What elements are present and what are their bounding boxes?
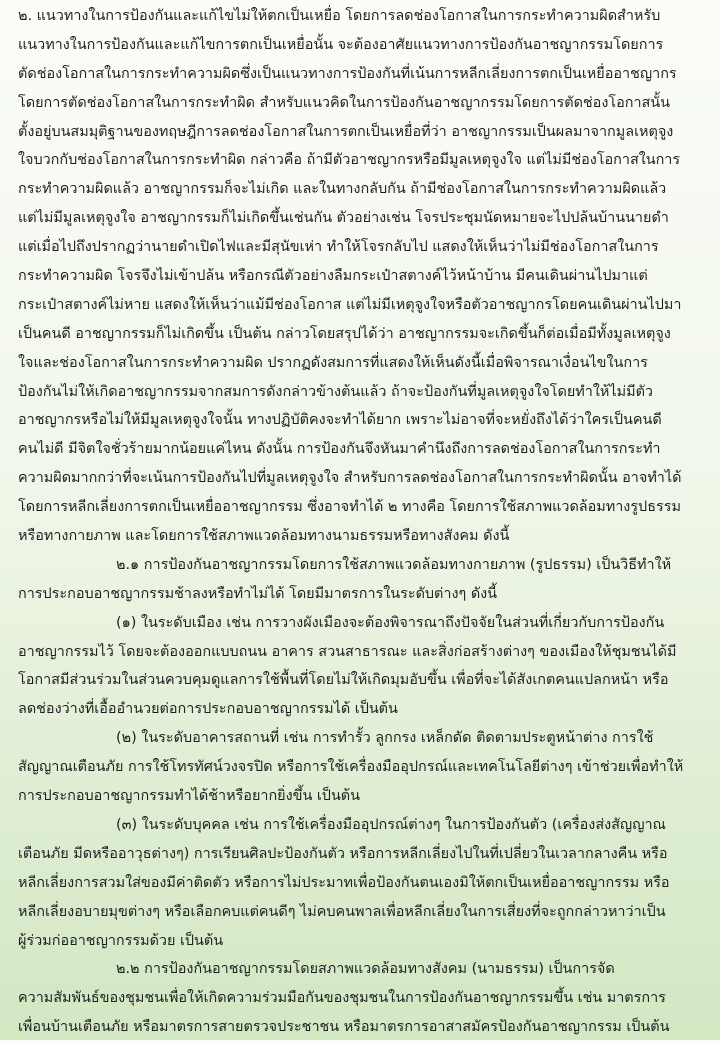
text-line: หลีกเลี่ยงการสวมใส่ของมีค่าติดตัว หรือการไม่ประมาทเพื่อป้องกันตนเองมิให้ตกเป็นเหยื่ออาชญากรรม หรือ <box>18 874 670 891</box>
text-line: ใจและช่องโอกาสในการกระทำความผิด ปรากฏดังสมการที่แสดงให้เห็นดังนี้เมื่อพิจารณาเงื่อนไขในการ <box>18 354 648 371</box>
text-line: สัญญาณเตือนภัย การใช้โทรทัศน์วงจรปิด หรือการใช้เครื่องมืออุปกรณ์และเทคโนโลยีต่างๆ เข้าช่วยเพื่อทำให้ <box>18 759 684 776</box>
text-line: เป็นคนดี อาชญากรรมก็ไม่เกิดขึ้น เป็นต้น กล่าวโดยสรุปได้ว่า อาชญากรรมจะเกิดขึ้นก็ต่อเมื่อมีทั้งมูลเหตุจูง <box>18 325 671 342</box>
text-line: อาชญากรหรือไม่ให้มีมูลเหตุจูงใจนั้น ทางปฏิบัติคงจะทำได้ยาก เพราะไม่อาจที่จะหยั่งถึงได้ว่าใครเป็นคนดี <box>18 412 662 429</box>
text-line: เตือนภัย มีดหรืออาวุธต่างๆ) การเรียนศิลปะป้องกันตัว หรือการหลีกเลี่ยงไปในที่เปลี่ยวในเวลากลางคืน หรือ <box>18 845 668 862</box>
text-line: โดยการหลีกเลี่ยงการตกเป็นเหยื่ออาชญากรรม ซึ่งอาจทำได้ ๒ ทางคือ โดยการใช้สภาพแวดล้อมทางรูปธรรม <box>18 499 681 516</box>
text-line: กระเป๋าสตางค์ไม่หาย แสดงให้เห็นว่าแม้มีช่องโอกาส แต่ไม่มีเหตุจูงใจหรือตัวอาชญากรโดยคนเดินผ่านไปมา <box>18 296 682 313</box>
text-line: ผู้ร่วมก่ออาชญากรรมด้วย เป็นต้น <box>18 932 224 949</box>
text-line: หรือทางกายภาพ และโดยการใช้สภาพแวดล้อมทางนามธรรมหรือทางสังคม ดังนี้ <box>18 528 510 545</box>
text-line: ลดช่องว่างที่เอื้ออำนวยต่อการประกอบอาชญากรรมได้ เป็นต้น <box>18 701 398 718</box>
text-line: ความสัมพันธ์ของชุมชนเพื่อให้เกิดความร่วมมือกันของชุมชนในการป้องกันอาชญากรรมขึ้น เช่น มาตรการ <box>18 990 666 1007</box>
text-line: แต่ไม่มีมูลเหตุจูงใจ อาชญากรรมก็ไม่เกิดขึ้นเช่นกัน ตัวอย่างเช่น โจรประชุมนัดหมายจะไปปล้นบ้านนายดำ <box>18 210 669 227</box>
text-line: ตั้งอยู่บนสมมุติฐานของทฤษฎีการลดช่องโอกาสในการตกเป็นเหยื่อที่ว่า อาชญากรรมเป็นผลมาจากมูลเหตุจูง <box>18 123 674 140</box>
text-line: การประกอบอาชญากรรมทำได้ช้าหรือยากยิ่งขึ้น เป็นต้น <box>18 788 360 805</box>
text-line: โอกาสมีส่วนร่วมในส่วนควบคุมดูแลการใช้พื้นที่โดยไม่ให้เกิดมุมอับขึ้น เพื่อที่จะได้สังเกตคนแปลกหน้า หรือ <box>18 672 669 689</box>
paragraph-first-line: (๑) ในระดับเมือง เช่น การวางผังเมืองจะต้องพิจารณาถึงปัจจัยในส่วนที่เกี่ยวกับการป้องกัน <box>116 614 665 631</box>
text-line: ๒. แนวทางในการป้องกันและแก้ไขไม่ให้ตกเป็นเหยื่อ โดยการลดช่องโอกาสในการกระทำความผิดสำหรับ <box>18 8 661 24</box>
text-line: ตัดช่องโอกาสในการกระทำความผิดซึ่งเป็นแนวทางการป้องกันที่เน้นการหลีกเลี่ยงการตกเป็นเหยื่ออาชญากร <box>18 65 677 82</box>
text-line: โดยการตัดช่องโอกาสในการกระทำผิด สำหรับแนวคิดในการป้องกันอาชญากรรมโดยการตัดช่องโอกาสนั้น <box>18 94 670 111</box>
text-line: คนไม่ดี มีจิตใจชั่วร้ายมากน้อยแค่ไหน ดังนั้น การป้องกันจึงหันมาคำนึงถึงการลดช่องโอกาสในการกระทำ <box>18 441 661 458</box>
text-line: ความผิดมากกว่าที่จะเน้นการป้องกันไปที่มูลเหตุจูงใจ สำหรับการลดช่องโอกาสในการกระทำผิดนั้น อาจทำได้ <box>18 470 682 487</box>
text-line: เพื่อนบ้านเตือนภัย หรือมาตรการสายตรวจประชาชน หรือมาตรการอาสาสมัครป้องกันอาชญากรรม เป็นต้น <box>18 1019 670 1036</box>
text-line: การประกอบอาชญากรรมช้าลงหรือทำไม่ได้ โดยมีมาตรการในระดับต่างๆ ดังนี้ <box>18 585 498 602</box>
paragraph-first-line: (๓) ในระดับบุคคล เช่น การใช้เครื่องมืออุปกรณ์ต่างๆ ในการป้องกันตัว (เครื่องส่งสัญญาณ <box>116 816 666 833</box>
text-line: แนวทางในการป้องกันและแก้ไขการตกเป็นเหยื่อนั้น จะต้องอาศัยแนวทางการป้องกันอาชญากรรมโดยการ <box>18 36 664 53</box>
text-line: หลีกเลี่ยงอบายมุขต่างๆ หรือเลือกคบแต่คนดีๆ ไม่คบคนพาลเพื่อหลีกเลี่ยงในการเสี่ยงที่จะถูกกล่าวหาว่าเป็น <box>18 903 666 920</box>
text-line: กระทำความผิดแล้ว อาชญากรรมก็จะไม่เกิด และในทางกลับกัน ถ้ามีช่องโอกาสในการกระทำความผิดแล้ว <box>18 181 667 198</box>
paragraph-first-line: (๒) ในระดับอาคารสถานที่ เช่น การทำรั้ว ลูกกรง เหล็กดัด ติดตามประตูหน้าต่าง การใช้ <box>116 730 654 747</box>
text-line: อาชญากรรมไว้ โดยจะต้องออกแบบถนน อาคาร สวนสาธารณะ และสิ่งก่อสร้างต่างๆ ของเมืองให้ชุมชนได้มี <box>18 643 677 660</box>
paragraph-first-line: ๒.๒ การป้องกันอาชญากรรมโดยสภาพแวดล้อมทางสังคม (นามธรรม) เป็นการจัด <box>116 961 615 978</box>
paragraph-first-line: ๒.๑ การป้องกันอาชญากรรมโดยการใช้สภาพแวดล้อมทางกายภาพ (รูปธรรม) เป็นวิธีทำให้ <box>116 556 672 573</box>
text-line: กระทำความผิด โจรจึงไม่เข้าปล้น หรือกรณีตัวอย่างลืมกระเป๋าสตางค์ไว้หน้าบ้าน มีคนเดินผ่านไปมาแต่ <box>18 268 648 285</box>
text-line: ใจบวกกับช่องโอกาสในการกระทำผิด กล่าวคือ ถ้ามีตัวอาชญากรหรือมีมูลเหตุจูงใจ แต่ไม่มีช่องโอกาสในการ <box>18 152 681 169</box>
text-line: แต่เมื่อไปถึงปรากฏว่านายดำเปิดไฟและมีสุนัขเห่า ทำให้โจรกลับไป แสดงให้เห็นว่าไม่มีช่องโอกาสในการ <box>18 239 659 256</box>
text-line: ป้องกันไม่ให้เกิดอาชญากรรมจากสมการดังกล่าวข้างต้นแล้ว ถ้าจะป้องกันที่มูลเหตุจูงใจโดยทำให้ไม่มีตัว <box>18 383 654 400</box>
